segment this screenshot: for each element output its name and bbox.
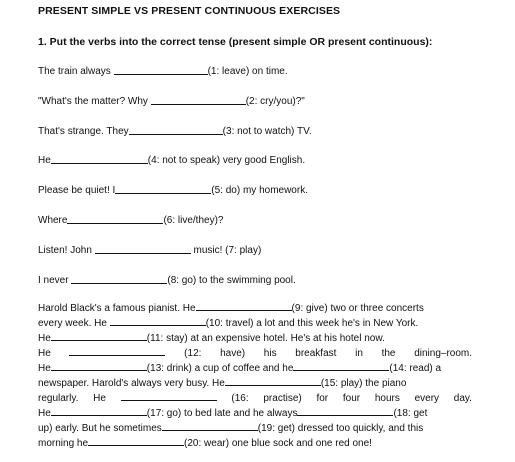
paragraph-text: (13: drink) a cup of coffee and he [146, 363, 294, 374]
answer-blank-8 [71, 274, 167, 284]
sentence-text-before: Please be quiet! I [38, 185, 116, 196]
paragraph-text: He [38, 363, 51, 374]
paragraph-text: (18: get [393, 408, 428, 419]
answer-blank-2 [151, 95, 246, 105]
paragraph-text: (9: give) two or three concerts [291, 303, 424, 314]
paragraph-text: (12: [184, 348, 202, 359]
paragraph-text: He [93, 393, 106, 404]
answer-blank-4 [51, 154, 148, 164]
paragraph-text: day. [453, 393, 472, 404]
answer-blank-1 [114, 65, 208, 75]
paragraph-text: the [381, 348, 396, 359]
answer-blank-7 [95, 244, 191, 254]
sentence-text-after: (1: leave) on time. [207, 66, 288, 77]
answer-blank [51, 361, 147, 371]
paragraph-text: (11: stay) at an expensive hotel. He's at his hotel now. [146, 333, 385, 344]
paragraph-text: He [38, 348, 51, 359]
paragraph-text: his [263, 348, 277, 359]
paragraph-text: four [342, 393, 361, 404]
sentence-text-after: (8: go) to the swimming pool. [167, 275, 296, 286]
paragraph-text: dining–room. [414, 348, 472, 359]
sentence-text-before: Where [38, 215, 68, 226]
answer-blank [297, 406, 393, 416]
paragraph-text: morning he [38, 438, 89, 449]
paragraph-text: for [316, 393, 329, 404]
sentence-2 [38, 95, 305, 107]
sentence-3 [38, 125, 312, 137]
answer-blank [51, 406, 147, 416]
paragraph-text: (10: travel) a lot and this week he's in New York. [205, 318, 419, 329]
paragraph-text: regularly. [38, 393, 79, 404]
answer-blank [110, 316, 206, 326]
paragraph-line [38, 421, 472, 436]
worksheet-title: PRESENT SIMPLE VS PRESENT CONTINUOUS EXERCISES [38, 5, 341, 17]
paragraph-text: hours [374, 393, 400, 404]
paragraph-text: (17: go) to bed late and he always [146, 408, 298, 419]
answer-blank-5 [115, 184, 211, 194]
paragraph-line [38, 436, 472, 451]
paragraph-text: (20: wear) one blue sock and one red one! [184, 438, 372, 449]
sentence-text-after: (6: live/they)? [163, 215, 224, 226]
paragraph-text: in [355, 348, 363, 359]
sentence-6 [38, 214, 223, 226]
paragraph-text: have) [220, 348, 246, 359]
sentence-text-before: I never [38, 275, 72, 286]
sentence-8 [38, 274, 296, 286]
paragraph-line [38, 406, 472, 421]
paragraph-line [38, 391, 472, 406]
sentence-4 [38, 154, 305, 166]
sentence-text-after: (3: not to watch) TV. [222, 126, 312, 137]
sentence-text-before: Listen! John [38, 245, 95, 256]
paragraph-text: He [38, 408, 51, 419]
paragraph-line [38, 331, 472, 346]
paragraph-line [38, 346, 472, 361]
answer-blank [51, 331, 147, 341]
answer-blank [293, 361, 389, 371]
paragraph-text: every [414, 393, 440, 404]
paragraph-line [38, 376, 472, 391]
paragraph-text: newspaper. Harold's always very busy. He [38, 378, 225, 389]
answer-blank [69, 346, 165, 356]
paragraph-text: (19: get) dressed too quickly, and this [257, 423, 424, 434]
sentence-5 [38, 184, 308, 196]
paragraph-text: (16: [231, 393, 249, 404]
paragraph-text: every week. He [38, 318, 110, 329]
sentence-text-before: "What's the matter? Why [38, 96, 151, 107]
answer-blank-3 [129, 125, 223, 135]
paragraph-text: (14: read) a [389, 363, 442, 374]
paragraph-line [38, 316, 472, 331]
paragraph-text: (15: play) the piano [320, 378, 407, 389]
sentence-1 [38, 65, 288, 77]
paragraph-text: He [38, 333, 51, 344]
answer-blank-6 [67, 214, 163, 224]
sentence-text-before: That's strange. They [38, 126, 129, 137]
paragraph-line [38, 301, 472, 316]
sentence-text-after: (2: cry/you)?" [245, 96, 305, 107]
answer-blank [88, 436, 184, 446]
answer-blank [162, 421, 258, 431]
sentence-text-before: He [38, 155, 51, 166]
sentence-text-after: (4: not to speak) very good English. [147, 155, 306, 166]
answer-blank [121, 391, 217, 401]
sentence-text-after: (5: do) my homework. [211, 185, 308, 196]
sentence-text-after: music! (7: play) [190, 245, 262, 256]
paragraph-text: Harold Black's a famous pianist. He [38, 303, 196, 314]
paragraph-line [38, 361, 472, 376]
paragraph-text: practise) [263, 393, 302, 404]
story-paragraph [38, 301, 472, 451]
answer-blank [225, 376, 321, 386]
paragraph-text: up) early. But he sometimes [38, 423, 162, 434]
paragraph-text: breakfast [295, 348, 337, 359]
sentence-text-before: The train always [38, 66, 114, 77]
sentence-7 [38, 244, 261, 256]
exercise-instruction: 1. Put the verbs into the correct tense (present simple OR present continuous): [38, 36, 433, 48]
answer-blank [196, 301, 292, 311]
